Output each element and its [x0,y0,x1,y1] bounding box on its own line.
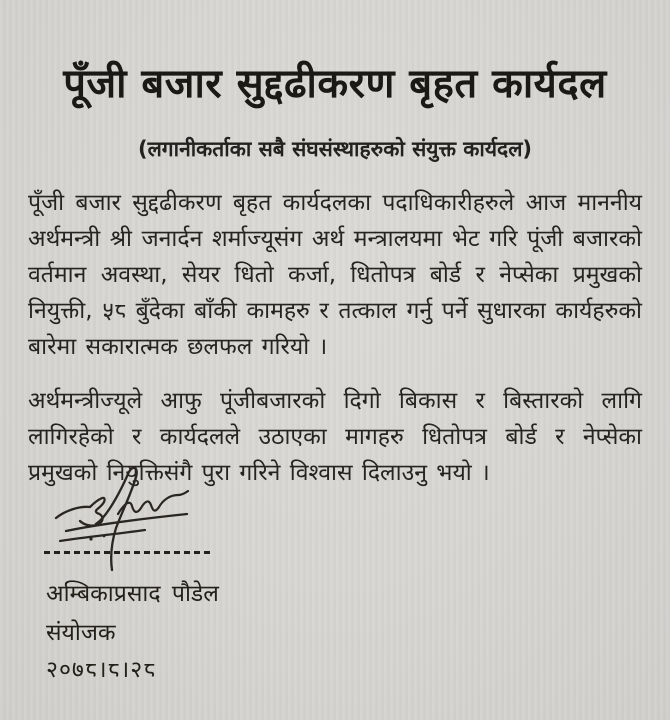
signatory-name: अम्बिकाप्रसाद पौडेल [46,581,219,607]
document-title: पूँजी बजार सुद्दढीकरण बृहत कार्यदल [63,61,607,107]
body-paragraph-1: पूँजी बजार सुद्दढीकरण बृहत कार्यदलका पदाधिकारीहरुले आज माननीय अर्थमन्त्री श्री जनार्दन शर्माज्यूसंग अर्थ मन्त्रालयमा भेट गरि पूंजी बजारको वर्तमान अवस्था, सेयर धितो कर्जा, धितोपत्र बोर्ड र नेप्सेका प्रमुखको नियुक्ती, ५८ बुँदेका बाँकी कामहरु र तत्काल गर्नु पर्ने सुधारका कार्यहरुको बारेमा सकारात्मक छलफल गरियो । [28,190,642,360]
signature-scribble [44,466,216,574]
signatory-role: संयोजक [46,620,116,646]
document-subtitle: (लगानीकर्ताका सबै संघसंस्थाहरुको संयुक्त कार्यदल) [137,137,533,161]
document-date: २०७८।८।२८ [46,657,157,683]
signature-line [44,551,211,554]
body-paragraph-2: अर्थमन्त्रीज्यूले आफु पूंजीबजारको दिगो बिकास र बिस्तारको लागि लागिरहेको र कार्यदलले उठाएका मागहरु धितोपत्र बोर्ड र नेप्सेका प्रमुखको नियुक्तिसंगै पुरा गरिने विश्वास दिलाउनु भयो । [28,388,642,486]
